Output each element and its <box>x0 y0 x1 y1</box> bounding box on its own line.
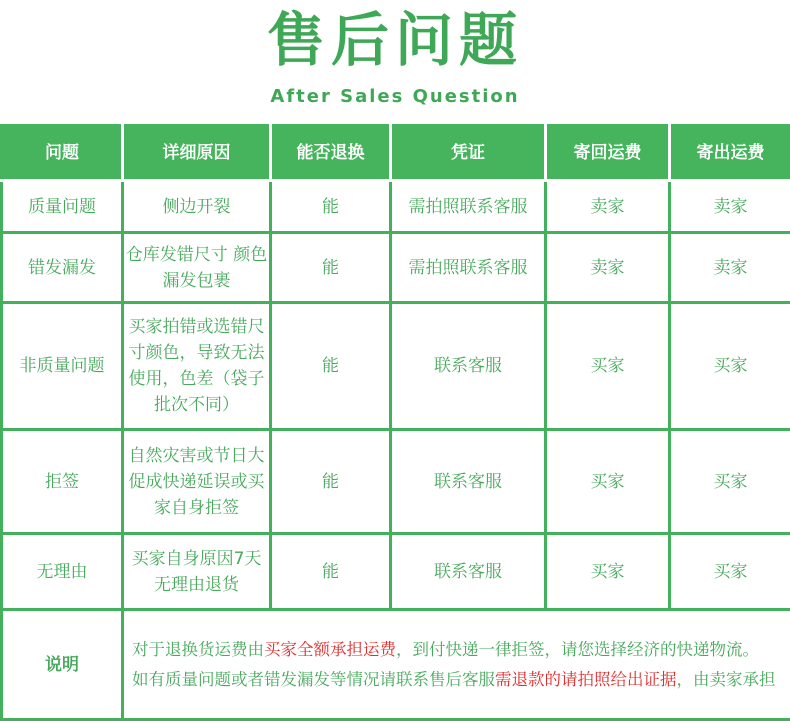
cell-returnable: 能 <box>271 534 391 610</box>
column-header-issue: 问题 <box>2 126 123 181</box>
cell-proof: 联系客服 <box>391 534 546 610</box>
cell-issue: 非质量问题 <box>2 303 123 430</box>
cell-return-shipping: 买家 <box>546 303 670 430</box>
cell-returnable: 能 <box>271 181 391 233</box>
cell-issue: 无理由 <box>2 534 123 610</box>
cell-returnable: 能 <box>271 303 391 430</box>
note-line2-text: 如有质量问题或者错发漏发等情况请联系售后客服 <box>132 669 495 689</box>
cell-reason: 侧边开裂 <box>123 181 271 233</box>
cell-issue: 质量问题 <box>2 181 123 233</box>
cell-proof: 联系客服 <box>391 430 546 534</box>
cell-send-shipping: 买家 <box>670 534 790 610</box>
table-row <box>2 181 790 233</box>
table-row <box>2 534 790 610</box>
table-row <box>2 233 790 303</box>
cell-send-shipping: 买家 <box>670 430 790 534</box>
note-line1-highlight: 买家全额承担运费 <box>264 639 396 659</box>
note-line2-highlight: 需退款的请拍照给出证据 <box>495 669 677 689</box>
cell-send-shipping: 卖家 <box>670 181 790 233</box>
cell-return-shipping: 卖家 <box>546 233 670 303</box>
table-header-row <box>2 126 790 181</box>
note-line2-text-end: ，由卖家承担 <box>676 669 776 689</box>
table-row <box>2 303 790 430</box>
cell-proof: 需拍照联系客服 <box>391 181 546 233</box>
cell-return-shipping: 买家 <box>546 430 670 534</box>
note-text <box>123 610 790 720</box>
note-label: 说明 <box>2 610 123 720</box>
note-row <box>2 610 790 720</box>
cell-return-shipping: 买家 <box>546 534 670 610</box>
column-header-returnable: 能否退换 <box>271 126 391 181</box>
cell-returnable: 能 <box>271 233 391 303</box>
cell-reason: 仓库发错尺寸 颜色漏发包裹 <box>123 233 271 303</box>
cell-proof: 联系客服 <box>391 303 546 430</box>
note-line1-text: 对于退换货运费由 <box>132 639 264 659</box>
after-sales-table <box>0 124 790 721</box>
page-title: 售后问题 <box>266 6 523 74</box>
cell-returnable: 能 <box>271 430 391 534</box>
column-header-proof: 凭证 <box>391 126 546 181</box>
table-row <box>2 430 790 534</box>
column-header-send-shipping: 寄出运费 <box>670 126 790 181</box>
page-subtitle: After Sales Question <box>270 86 520 107</box>
cell-reason: 买家自身原因7天无理由退货 <box>123 534 271 610</box>
cell-issue: 错发漏发 <box>2 233 123 303</box>
cell-send-shipping: 卖家 <box>670 233 790 303</box>
cell-issue: 拒签 <box>2 430 123 534</box>
cell-return-shipping: 卖家 <box>546 181 670 233</box>
note-line1-text-end: ，到付快递一律拒签，请您选择经济的快递物流。 <box>396 639 759 659</box>
cell-reason: 买家拍错或选错尺寸颜色，导致无法使用，色差（袋子批次不同） <box>123 303 271 430</box>
cell-send-shipping: 买家 <box>670 303 790 430</box>
cell-proof: 需拍照联系客服 <box>391 233 546 303</box>
column-header-reason: 详细原因 <box>123 126 271 181</box>
cell-reason: 自然灾害或节日大促成快递延误或买家自身拒签 <box>123 430 271 534</box>
column-header-return-shipping: 寄回运费 <box>546 126 670 181</box>
